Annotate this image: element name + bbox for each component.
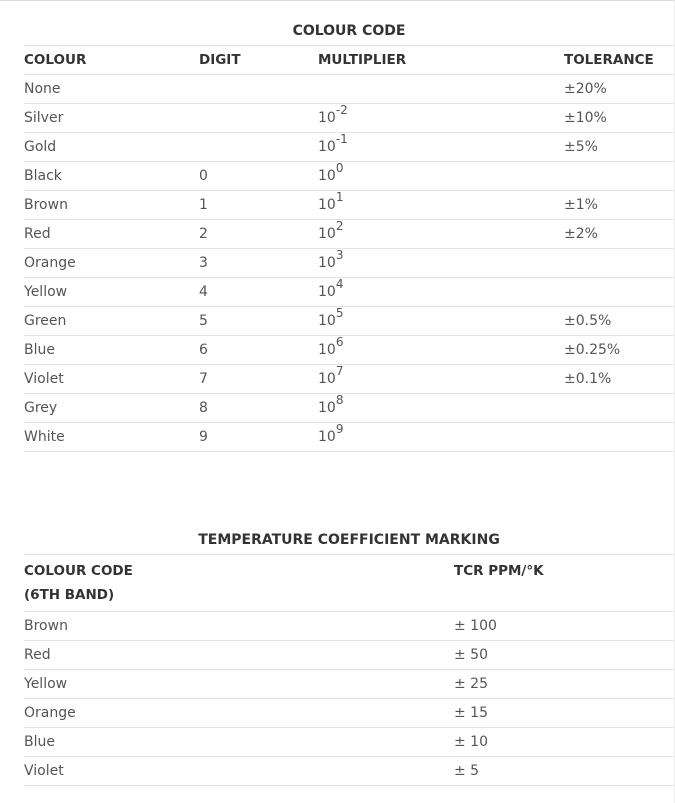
multiplier-base: 10 <box>318 371 336 387</box>
colour-cell: Orange <box>24 249 199 278</box>
tolerance-cell: ±0.25% <box>564 336 674 365</box>
temperature-coefficient-table <box>24 526 674 786</box>
digit-cell: 3 <box>199 249 318 278</box>
tolerance-cell: ±0.5% <box>564 307 674 336</box>
colour-code-header-row <box>24 46 674 75</box>
multiplier-base: 10 <box>318 313 336 329</box>
multiplier-cell <box>318 162 564 191</box>
digit-cell <box>199 104 318 133</box>
colour-cell: None <box>24 75 199 104</box>
digit-cell: 8 <box>199 394 318 423</box>
multiplier-exponent: 0 <box>335 161 344 175</box>
digit-cell: 0 <box>199 162 318 191</box>
colour-code-table <box>24 17 674 452</box>
tolerance-cell: ±2% <box>564 220 674 249</box>
header-tcr-label: TCR PPM/°K <box>454 563 544 579</box>
tcr-colour-cell: Blue <box>24 728 454 757</box>
tcr-colour-cell: Brown <box>24 612 454 641</box>
tcr-value-cell: ± 15 <box>454 699 674 728</box>
multiplier-exponent: 1 <box>335 190 344 204</box>
multiplier-cell <box>318 191 564 220</box>
header-multiplier: MULTIPLIER <box>318 46 564 75</box>
colour-cell: Gold <box>24 133 199 162</box>
digit-cell: 6 <box>199 336 318 365</box>
table-row <box>24 307 674 336</box>
multiplier-cell <box>318 249 564 278</box>
multiplier-base: 10 <box>318 255 336 271</box>
multiplier-cell <box>318 104 564 133</box>
table-row <box>24 699 674 728</box>
multiplier-exponent: 2 <box>335 219 344 233</box>
table-row <box>24 249 674 278</box>
tcr-value-cell: ± 10 <box>454 728 674 757</box>
digit-cell: 4 <box>199 278 318 307</box>
header-digit: DIGIT <box>199 46 318 75</box>
multiplier-exponent: 5 <box>335 306 344 320</box>
colour-code-body <box>24 75 674 452</box>
multiplier-exponent: 8 <box>335 393 344 407</box>
multiplier-cell <box>318 423 564 452</box>
table-row <box>24 423 674 452</box>
multiplier-cell <box>318 336 564 365</box>
colour-cell: Silver <box>24 104 199 133</box>
tolerance-cell: ±20% <box>564 75 674 104</box>
table-row <box>24 133 674 162</box>
tolerance-cell <box>564 394 674 423</box>
multiplier-cell <box>318 220 564 249</box>
tcr-title: TEMPERATURE COEFFICIENT MARKING <box>24 526 674 555</box>
colour-code-title: COLOUR CODE <box>24 17 674 46</box>
multiplier-cell <box>318 365 564 394</box>
table-row <box>24 220 674 249</box>
table-row <box>24 394 674 423</box>
tcr-value-cell: ± 50 <box>454 641 674 670</box>
multiplier-base: 10 <box>318 139 336 155</box>
table-row <box>24 757 674 786</box>
tcr-value-cell: ± 100 <box>454 612 674 641</box>
multiplier-exponent: 7 <box>335 364 344 378</box>
digit-cell <box>199 75 318 104</box>
table-row <box>24 162 674 191</box>
tcr-value-cell: ± 5 <box>454 757 674 786</box>
multiplier-base: 10 <box>318 429 336 445</box>
multiplier-exponent: 6 <box>335 335 344 349</box>
tcr-colour-cell: Red <box>24 641 454 670</box>
table-row <box>24 104 674 133</box>
colour-cell: Red <box>24 220 199 249</box>
tolerance-cell <box>564 278 674 307</box>
table-row <box>24 191 674 220</box>
header-colour-code <box>24 555 454 612</box>
multiplier-exponent: 3 <box>335 248 344 262</box>
digit-cell: 5 <box>199 307 318 336</box>
multiplier-cell <box>318 394 564 423</box>
digit-cell: 2 <box>199 220 318 249</box>
tolerance-cell: ±10% <box>564 104 674 133</box>
tolerance-cell <box>564 162 674 191</box>
table-row <box>24 278 674 307</box>
multiplier-cell <box>318 307 564 336</box>
multiplier-exponent: -2 <box>335 103 348 117</box>
colour-cell: Violet <box>24 365 199 394</box>
colour-cell: Green <box>24 307 199 336</box>
digit-cell <box>199 133 318 162</box>
tolerance-cell <box>564 249 674 278</box>
colour-cell: Brown <box>24 191 199 220</box>
digit-cell: 1 <box>199 191 318 220</box>
multiplier-base: 10 <box>318 168 336 184</box>
multiplier-base: 10 <box>318 110 336 126</box>
multiplier-cell <box>318 133 564 162</box>
table-row <box>24 75 674 104</box>
multiplier-exponent: 4 <box>335 277 344 291</box>
colour-cell: Blue <box>24 336 199 365</box>
tolerance-cell: ±0.1% <box>564 365 674 394</box>
tcr-colour-cell: Violet <box>24 757 454 786</box>
tcr-title-row <box>24 526 674 555</box>
tcr-body <box>24 612 674 786</box>
multiplier-cell <box>318 278 564 307</box>
header-colour-code-line1: COLOUR CODE <box>24 563 133 579</box>
multiplier-exponent: 9 <box>335 422 344 436</box>
header-colour-code-line2: (6TH BAND) <box>24 587 115 603</box>
tolerance-cell: ±5% <box>564 133 674 162</box>
tcr-value-cell: ± 25 <box>454 670 674 699</box>
digit-cell: 7 <box>199 365 318 394</box>
digit-cell: 9 <box>199 423 318 452</box>
table-row <box>24 365 674 394</box>
tolerance-cell <box>564 423 674 452</box>
multiplier-cell <box>318 75 564 104</box>
multiplier-base: 10 <box>318 342 336 358</box>
colour-cell: Yellow <box>24 278 199 307</box>
multiplier-base: 10 <box>318 226 336 242</box>
tcr-colour-cell: Orange <box>24 699 454 728</box>
tolerance-cell: ±1% <box>564 191 674 220</box>
table-row <box>24 336 674 365</box>
header-tolerance: TOLERANCE <box>564 46 674 75</box>
multiplier-exponent: -1 <box>335 132 348 146</box>
colour-code-title-row <box>24 17 674 46</box>
tcr-colour-cell: Yellow <box>24 670 454 699</box>
multiplier-base: 10 <box>318 197 336 213</box>
multiplier-base: 10 <box>318 284 336 300</box>
table-row <box>24 641 674 670</box>
table-row <box>24 728 674 757</box>
tcr-header-row <box>24 555 674 612</box>
colour-cell: White <box>24 423 199 452</box>
top-border <box>0 0 675 1</box>
table-row <box>24 612 674 641</box>
multiplier-base: 10 <box>318 400 336 416</box>
colour-cell: Black <box>24 162 199 191</box>
colour-cell: Grey <box>24 394 199 423</box>
header-tcr <box>454 555 674 612</box>
table-row <box>24 670 674 699</box>
header-colour: COLOUR <box>24 46 199 75</box>
